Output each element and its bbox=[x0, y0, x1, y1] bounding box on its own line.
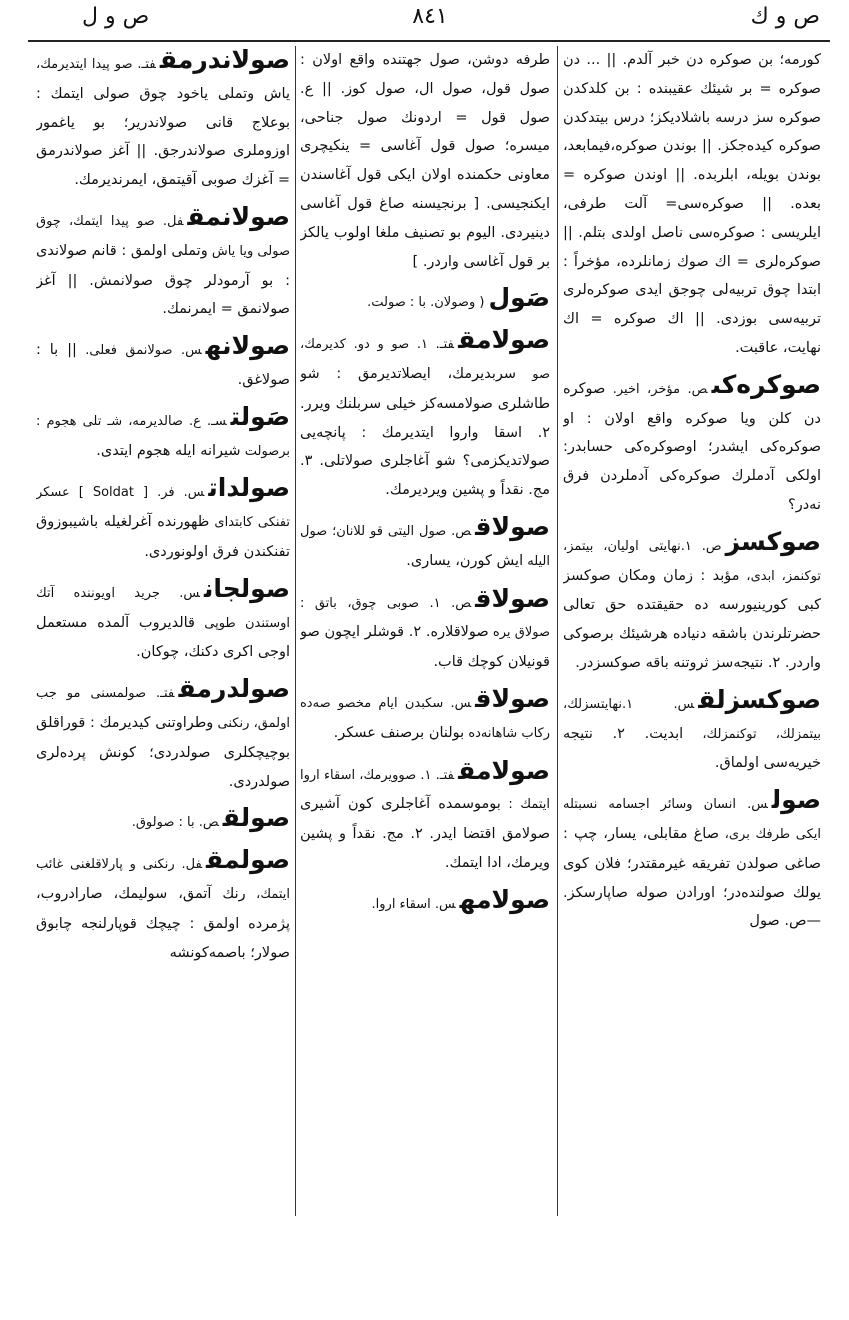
grammar-note: س. صولانمق فعلى. bbox=[76, 343, 202, 359]
dictionary-entry bbox=[563, 528, 821, 678]
grammar-note: ص. ١. صوبى چوق، باتق : صولاق يره bbox=[300, 595, 550, 641]
definition-text: صوكره دن كلن ويا صوكره واقع اولان : او صوكره‌كى ايشدر؛ اوصوكره‌كى حسابدر: اولكى آدملرك صوكره‌كى آدملردن فرق نه‌در؟ bbox=[563, 380, 821, 513]
dictionary-entry bbox=[36, 332, 290, 395]
dictionary-entry bbox=[36, 46, 290, 195]
grammar-note: س. فر. [ Soldat ] عسكر تفنكى كابتداى bbox=[36, 485, 290, 531]
definition-text: مؤبد : زمان ومكان صوكسز كبى كورينيورسه ده حقيقتده حق تعالى حضرتلرندن باشقه دنياده هرشيئك برصوكى واردر. ٢. نتيجه‌سز ثروتنه باقه صوكسزدر. bbox=[563, 567, 821, 671]
definition-text: طرفه دوشن، صول جهتنده واقع اولان : صول قول، صول ال، صول كوز. || ع. صول قول = اردونك صول جناحى، ميسره؛ صول قول آغاسى = ينكيچرى معاونى حكمنده اولان ايكى قول آغاسندن ايكنجيسى. [ برنجيسنه صاغ قول آغاسى دينيردى. اليوم بو تصنيف ملغا اولوب يالكز بر قول آغاسى واردر. ] bbox=[300, 52, 550, 270]
definition-text: ظهورنده آغرلغيله باشيبوزوق تفنكندن فرق اولونوردى. bbox=[36, 514, 290, 560]
dictionary-entry bbox=[300, 326, 550, 505]
definition-text: ياش وتملى ياخود چوق صولى ايتمك : بوعلاج قانى صولاندرير؛ بو ياغمور اوزوملرى صولاندرجق. || آغز صولاندرمق = آغزك صوبى آقيتمق، ايمرنديرمك. bbox=[36, 85, 290, 189]
page-number: ٨٤١ bbox=[412, 4, 448, 29]
definition-text: رنك آتمق، سوليمك، صارادروب، پژمرده اولمق : چيچك قوپارلنجه چابوق صولار؛ باصمه‌كونشه bbox=[36, 885, 290, 961]
headword: صولامه bbox=[459, 884, 550, 914]
headword: صوكره‌كى bbox=[711, 369, 821, 399]
definition-text: قالديروب آلمده مستعمل اوجى اكرى دكنك، چوكان. bbox=[36, 614, 290, 661]
dictionary-entry bbox=[300, 284, 550, 318]
column-left bbox=[36, 46, 290, 1216]
dictionary-entry bbox=[300, 46, 550, 276]
headword: صول bbox=[771, 785, 821, 815]
headword: صولاندرمق bbox=[159, 46, 290, 74]
dictionary-entry bbox=[300, 513, 550, 577]
definition-text: وتملى اولمق : قانم صولاندى : بو آرمودلر چوق صولانمش. || آغز صولانمق = ايمرنمك. bbox=[36, 242, 290, 318]
headword: صولدات bbox=[208, 473, 290, 503]
grammar-note: فتـ. صولمسنى مو جب اولمق، رنكنى bbox=[36, 686, 290, 731]
grammar-note: ص. با : صولوق. bbox=[131, 815, 219, 831]
dictionary-entry bbox=[36, 474, 290, 566]
column-separator bbox=[295, 46, 296, 1216]
headword: صوكسز bbox=[725, 526, 821, 556]
definition-text: صولاقلاره. ٢. قوشلر ايچون صو قونيلان كوچك قاب. bbox=[300, 624, 550, 671]
definition-text: بوموسمده آغاجلرى كون آشيرى صولامق اقتضا ايدر. ٢. مج. نقداً و پشين ويرمك، ادا ايتمك. bbox=[300, 796, 550, 871]
headword: صَول bbox=[488, 283, 550, 313]
definition-text: كورمه؛ بن صوكره دن خبر آلدم. || ... دن صوكره = بر شيئك عقيبنده : بن كلدكدن صوكره سز درسه باشلاديكز؛ درس بيتدكدن صوكره كيده‌جكز. || بوندن صوكره،فيمابعد، بوندن بويله، ابلربده. || اوندن صوكره = بعده. || صوكره‌سى= آلت طرفى، ايلريسى : صوكره‌سى ناصل اولدى بتلم. || صوكره‌لرى = اك صوك زمانلرده، مؤخراً : ابتدا چوق تربيه‌لى چوجق ايدى صوكره‌لرى تربيه‌سى بوزدى. || اك صوكره = اك نهايت، عاقبت. bbox=[563, 52, 821, 356]
definition-text: سربديرمك، ايصلاتديرمق : شو طاشلرى صولامسه‌كز خيلى سربلنك ويرر. ٢. اسقا واروا ايتديرمك : پانچه‌يى صولاتديكزمى؟ شو آغاجلرى صولاتلى. ٣. مج. نقداً و پشين ويرديرمك. bbox=[300, 365, 550, 499]
grammar-note: ص. صول اليتى قو للانان؛ صول اليله bbox=[300, 523, 550, 569]
dictionary-entry bbox=[36, 846, 290, 967]
definition-text: وطراوتنى كيديرمك : قوراقلق بوچيچكلرى صولدردى؛ كونش پرده‌لرى صولدردى. bbox=[36, 714, 290, 790]
dictionary-entry bbox=[563, 371, 821, 520]
grammar-note: فتـ. ١. صو و دو. كديرمك، صو bbox=[300, 337, 550, 382]
grammar-note: فل. رنكنى و پارلاقلغنى غائب ايتمك، bbox=[36, 857, 290, 902]
grammar-note: س. اسقاء اروا. bbox=[371, 896, 456, 912]
dictionary-entry bbox=[300, 685, 550, 749]
header-rule bbox=[28, 40, 830, 42]
header-guide-word-right: ص و ك bbox=[750, 4, 820, 29]
grammar-note: س. انسان وسائر اجسامه نسبتله ايكى طرفك برى، bbox=[563, 797, 821, 842]
dictionary-entry bbox=[36, 575, 290, 667]
dictionary-entry bbox=[36, 403, 290, 467]
grammar-note: س. سكبدن ايام مخصو صه‌ده ركاب شاهانه‌ده bbox=[300, 695, 550, 741]
dictionary-entry bbox=[300, 757, 550, 878]
grammar-note: فتـ. صو پيدا ايتديرمك، bbox=[36, 57, 156, 72]
grammar-note: س. جريد اويوننده آتك اوستندن طوپى bbox=[36, 585, 290, 631]
headword: صَولت bbox=[230, 401, 290, 431]
headword: صولاق bbox=[475, 683, 550, 713]
grammar-note: ( وصولان. با : صولت. bbox=[367, 295, 485, 311]
definition-text: بولنان برصنف عسكر. bbox=[333, 724, 465, 741]
grammar-note: ص. مؤخر، اخير. bbox=[605, 381, 708, 397]
headword: صولجان bbox=[203, 573, 290, 603]
grammar-note: فل. صو پيدا ايتمك، چوق صولى ويا ياش bbox=[36, 213, 290, 259]
headword: صولامق bbox=[458, 755, 550, 785]
grammar-note: سـ. ع. صالديرمه، شـ تلى هجوم : برصولت bbox=[36, 413, 290, 459]
grammar-note: س. ١.نهايتسزلك، بيتمزلك، توكنمزلك، bbox=[563, 696, 821, 742]
dictionary-entry bbox=[563, 686, 821, 778]
headword: صوكسزلق bbox=[698, 684, 821, 714]
definition-text: صاغ مقابلى، يسار، چپ : صاغى صولدن تفريقه غيرمقتدر؛ فلان كوى يولك صولنده‌در؛ اورادن صوله صاپارسكز. —ص. صول bbox=[563, 825, 821, 930]
definition-text: شيرانه ايله هجوم ايتدى. bbox=[96, 442, 241, 459]
headword: صولامق bbox=[458, 325, 550, 355]
dictionary-entry bbox=[563, 786, 821, 936]
headword: صولانمق bbox=[187, 201, 290, 231]
dictionary-entry bbox=[36, 203, 290, 324]
headword: صولاق bbox=[475, 511, 550, 541]
column-separator bbox=[557, 46, 558, 1216]
definition-text: || با : صولاغق. bbox=[36, 342, 290, 388]
headword: صولاق bbox=[475, 583, 550, 613]
headword: صولدرمق bbox=[178, 674, 290, 704]
column-center bbox=[300, 46, 550, 1216]
headword: صولق bbox=[222, 803, 290, 833]
grammar-note: ص. ١.نهايتى اوليان، بيتمز، توكنمز، ابدى، bbox=[563, 538, 821, 584]
headword: صولانه bbox=[205, 331, 290, 361]
grammar-note: فتـ. ١. صوويرمك، اسقاء اروا ايتمك : bbox=[300, 767, 550, 813]
page-header bbox=[30, 4, 830, 38]
header-guide-word-left: ص و ل bbox=[82, 4, 150, 29]
dictionary-entry bbox=[563, 46, 821, 363]
headword: صولمق bbox=[206, 845, 290, 875]
definition-text: ايش كورن، يسارى. bbox=[406, 552, 524, 569]
column-right bbox=[563, 46, 821, 1216]
dictionary-entry bbox=[300, 585, 550, 677]
dictionary-entry bbox=[36, 675, 290, 796]
dictionary-entry bbox=[36, 804, 290, 838]
definition-text: ابديت. ٢. نتيجه خيريه‌سى اولماق. bbox=[563, 725, 821, 772]
dictionary-entry bbox=[300, 886, 550, 920]
